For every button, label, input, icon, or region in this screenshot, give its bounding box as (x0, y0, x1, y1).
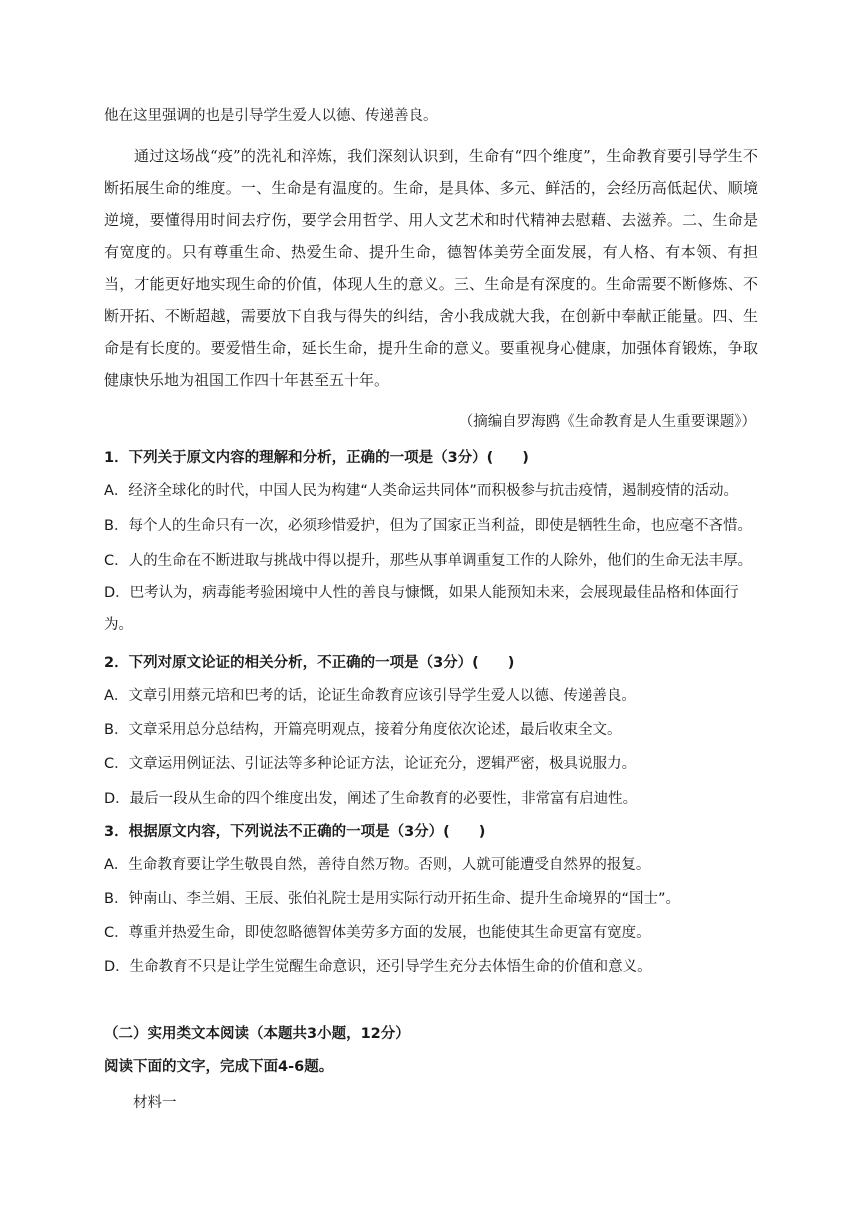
question-1-stem: 1．下列关于原文内容的理解和分析，正确的一项是（3分）( ) (104, 450, 529, 466)
material-1-label: 材料一 (133, 1095, 177, 1111)
question-2-option-d: D．最后一段从生命的四个维度出发，阐述了生命教育的必要性，非常富有启迪性。 (104, 791, 638, 807)
section-2-instruction: 阅读下面的文字，完成下面4-6题。 (104, 1059, 334, 1075)
question-1-option-b: B．每个人的生命只有一次，必须珍惜爱护，但为了国家正当利益，即使是牺牲生命，也应毫不吝惜。 (104, 518, 752, 534)
passage-source: （摘编自罗海鸥《生命教育是人生重要课题》） (458, 414, 756, 430)
question-3-option-c: C．尊重并热爱生命，即使忽略德智体美劳多方面的发展，也能使其生命更富有宽度。 (104, 925, 651, 941)
question-2-stem: 2．下列对原文论证的相关分析，不正确的一项是（3分）( ) (104, 655, 515, 671)
question-2-option-b: B．文章采用总分总结构，开篇亮明观点，接着分角度依次论述，最后收束全文。 (104, 722, 622, 738)
question-1-option-d: D．巴考认为，病毒能考验困境中人性的善良与慷慨，如果人能预知未来，会展现最佳品格和体面行为。 (104, 585, 739, 633)
question-3-option-b: B．钟南山、李兰娟、王辰、张伯礼院士是用实际行动开拓生命、提升生命境界的“国士”。 (104, 891, 680, 907)
question-1-option-c: C．人的生命在不断进取与挑战中得以提升，那些从事单调重复工作的人除外，他们的生命无法丰厚。 (104, 553, 753, 569)
question-2-option-a: A．文章引用蔡元培和巴考的话，论证生命教育应该引导学生爱人以德、传递善良。 (104, 688, 636, 704)
question-3-stem: 3．根据原文内容，下列说法不正确的一项是（3分）( ) (104, 824, 486, 840)
question-2-option-c: C．文章运用例证法、引证法等多种论证方法，论证充分，逻辑严密，极具说服力。 (104, 756, 637, 772)
question-3-option-d: D．生命教育不只是让学生觉醒生命意识，还引导学生充分去体悟生命的价值和意义。 (104, 959, 652, 975)
section-2-heading: （二）实用类文本阅读（本题共3小题，12分） (104, 1026, 410, 1042)
question-1-option-a: A．经济全球化的时代，中国人民为构建“人类命运共同体”而积极参与抗击疫情，遏制疫情的活动。 (104, 483, 738, 499)
passage-paragraph-dimensions: 通过这场战“疫”的洗礼和淬炼，我们深刻认识到，生命有“四个维度”，生命教育要引导学生不断拓展生命的维度。一、生命是有温度的。生命，是具体、多元、鲜活的，会经历高低起伏、顺境逆境，要懂得用时间去疗伤，要学会用哲学、用人文艺术和时代精神去慰藉、去滋养。二、生命是有宽度的。只有尊重生命、热爱生命、提升生命，德智体美劳全面发展，有人格、有本领、有担当，才能更好地实现生命的价值，体现人生的意义。三、生命是有深度的。生命需要不断修炼、不断开拓、不断超越，需要放下自我与得失的纠结，舍小我成就大我，在创新中奉献正能量。四、生命是有长度的。要爱惜生命，延长生命，提升生命的意义。要重视身心健康，加强体育锻炼，争取健康快乐地为祖国工作四十年甚至五十年。 (104, 147, 758, 389)
question-3-option-a: A．生命教育要让学生敬畏自然，善待自然万物。否则，人就可能遭受自然界的报复。 (104, 857, 651, 873)
passage-intro-line: 他在这里强调的也是引导学生爱人以德、传递善良。 (104, 108, 438, 124)
